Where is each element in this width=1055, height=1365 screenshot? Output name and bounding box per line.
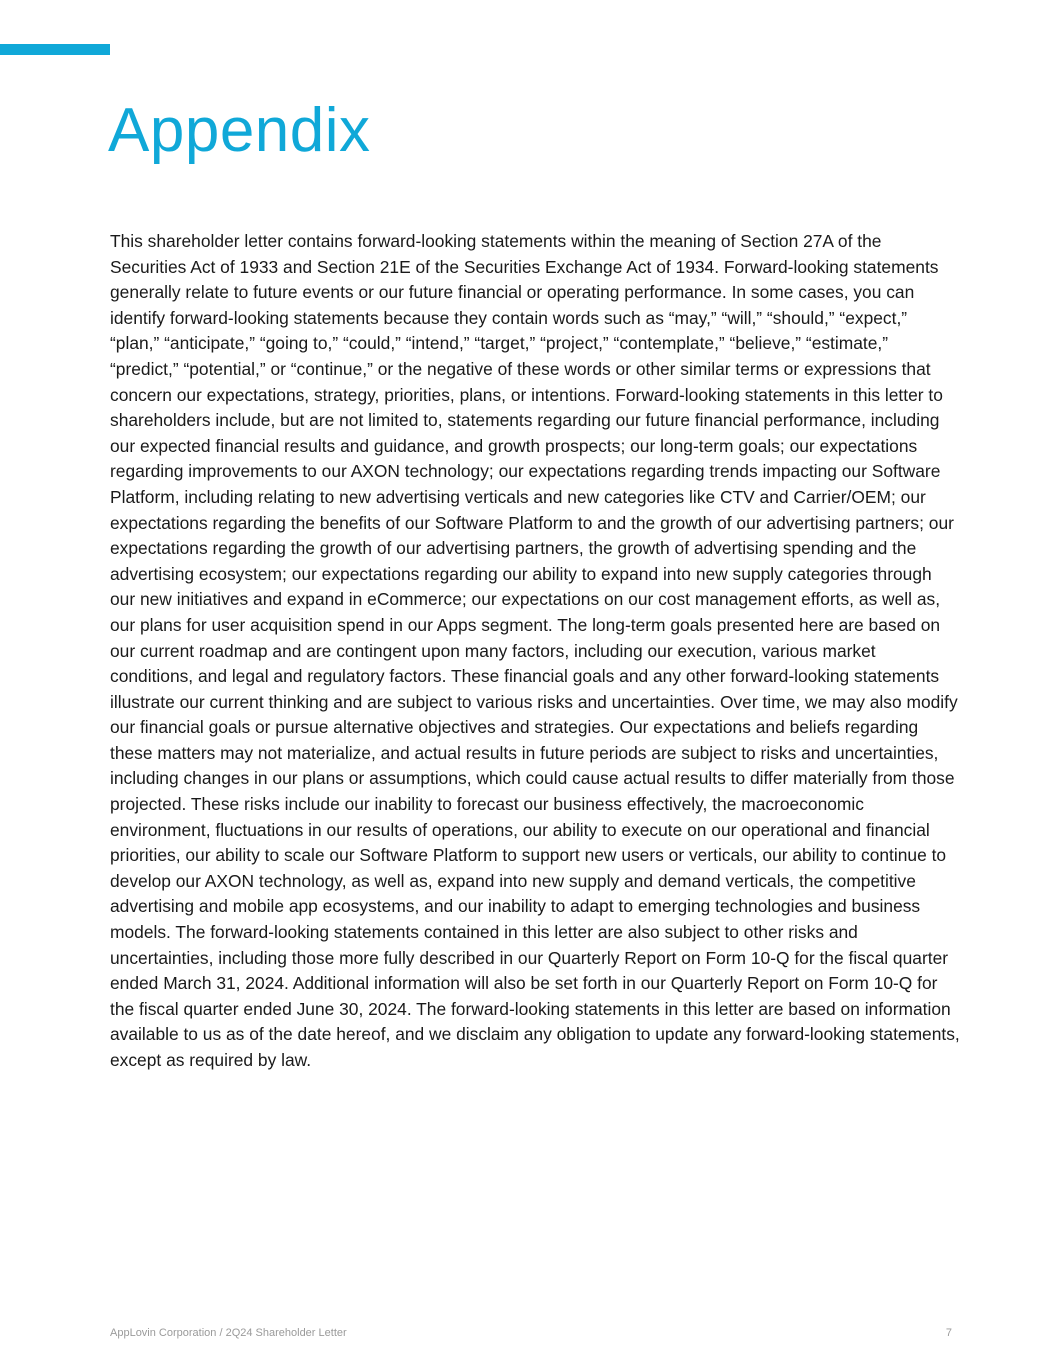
footer-page-number: 7 — [945, 1327, 952, 1339]
accent-bar — [0, 44, 110, 55]
page-title: Appendix — [108, 96, 371, 165]
footer-document-label: AppLovin Corporation / 2Q24 Shareholder Letter — [110, 1327, 347, 1339]
forward-looking-statements-paragraph: This shareholder letter contains forward-looking statements within the meaning of Section 27A of the Securities Act of 1933 and Section 21E of the Securities Exchange Act of 1934. Forward-looking statements generally relate to future events or our future financial or operating performance. In some cases, you can identify forward-looking statements because they contain words such as “may,” “will,” “should,” “expect,” “plan,” “anticipate,” “going to,” “could,” “intend,” “target,” “project,” “contemplate,” “believe,” “estimate,” “predict,” “potential,” or “continue,” or the negative of these words or other similar terms or expressions that concern our expectations, strategy, priorities, plans, or intentions. Forward-looking statements in this letter to shareholders include, but are not limited to, statements regarding our future financial performance, including our expected financial results and guidance, and growth prospects; our long-term goals; our expectations regarding improvements to our AXON technology; our expectations regarding trends impacting our Software Platform, including relating to new advertising verticals and new categories like CTV and Carrier/OEM; our expectations regarding the benefits of our Software Platform to and the growth of our advertising partners; our expectations regarding the growth of our advertising partners, the growth of advertising spending and the advertising ecosystem; our expectations regarding our ability to expand into new supply categories through our new initiatives and expand in eCommerce; our expectations on our cost management efforts, as well as, our plans for user acquisition spend in our Apps segment. The long-term goals presented here are based on our current roadmap and are contingent upon many factors, including our execution, various market conditions, and legal and regulatory factors. These financial goals and any other forward-looking statements illustrate our current thinking and are subject to various risks and uncertainties. Over time, we may also modify our financial goals or pursue alternative objectives and strategies. Our expectations and beliefs regarding these matters may not materialize, and actual results in future periods are subject to risks and uncertainties, including changes in our plans or assumptions, which could cause actual results to differ materially from those projected. These risks include our inability to forecast our business effectively, the macroeconomic environment, fluctuations in our results of operations, our ability to execute on our operational and financial priorities, our ability to scale our Software Platform to support new users or verticals, our ability to continue to develop our AXON technology, as well as, expand into new supply and demand verticals, the competitive advertising and mobile app ecosystems, and our inability to adapt to emerging technologies and business models. The forward-looking statements contained in this letter are also subject to other risks and uncertainties, including those more fully described in our Quarterly Report on Form 10-Q for the fiscal quarter ended March 31, 2024. Additional information will also be set forth in our Quarterly Report on Form 10-Q for the fiscal quarter ended June 30, 2024. The forward-looking statements in this letter are based on information available to us as of the date hereof, and we disclaim any obligation to update any forward-looking statements, except as required by law. — [110, 231, 960, 1070]
